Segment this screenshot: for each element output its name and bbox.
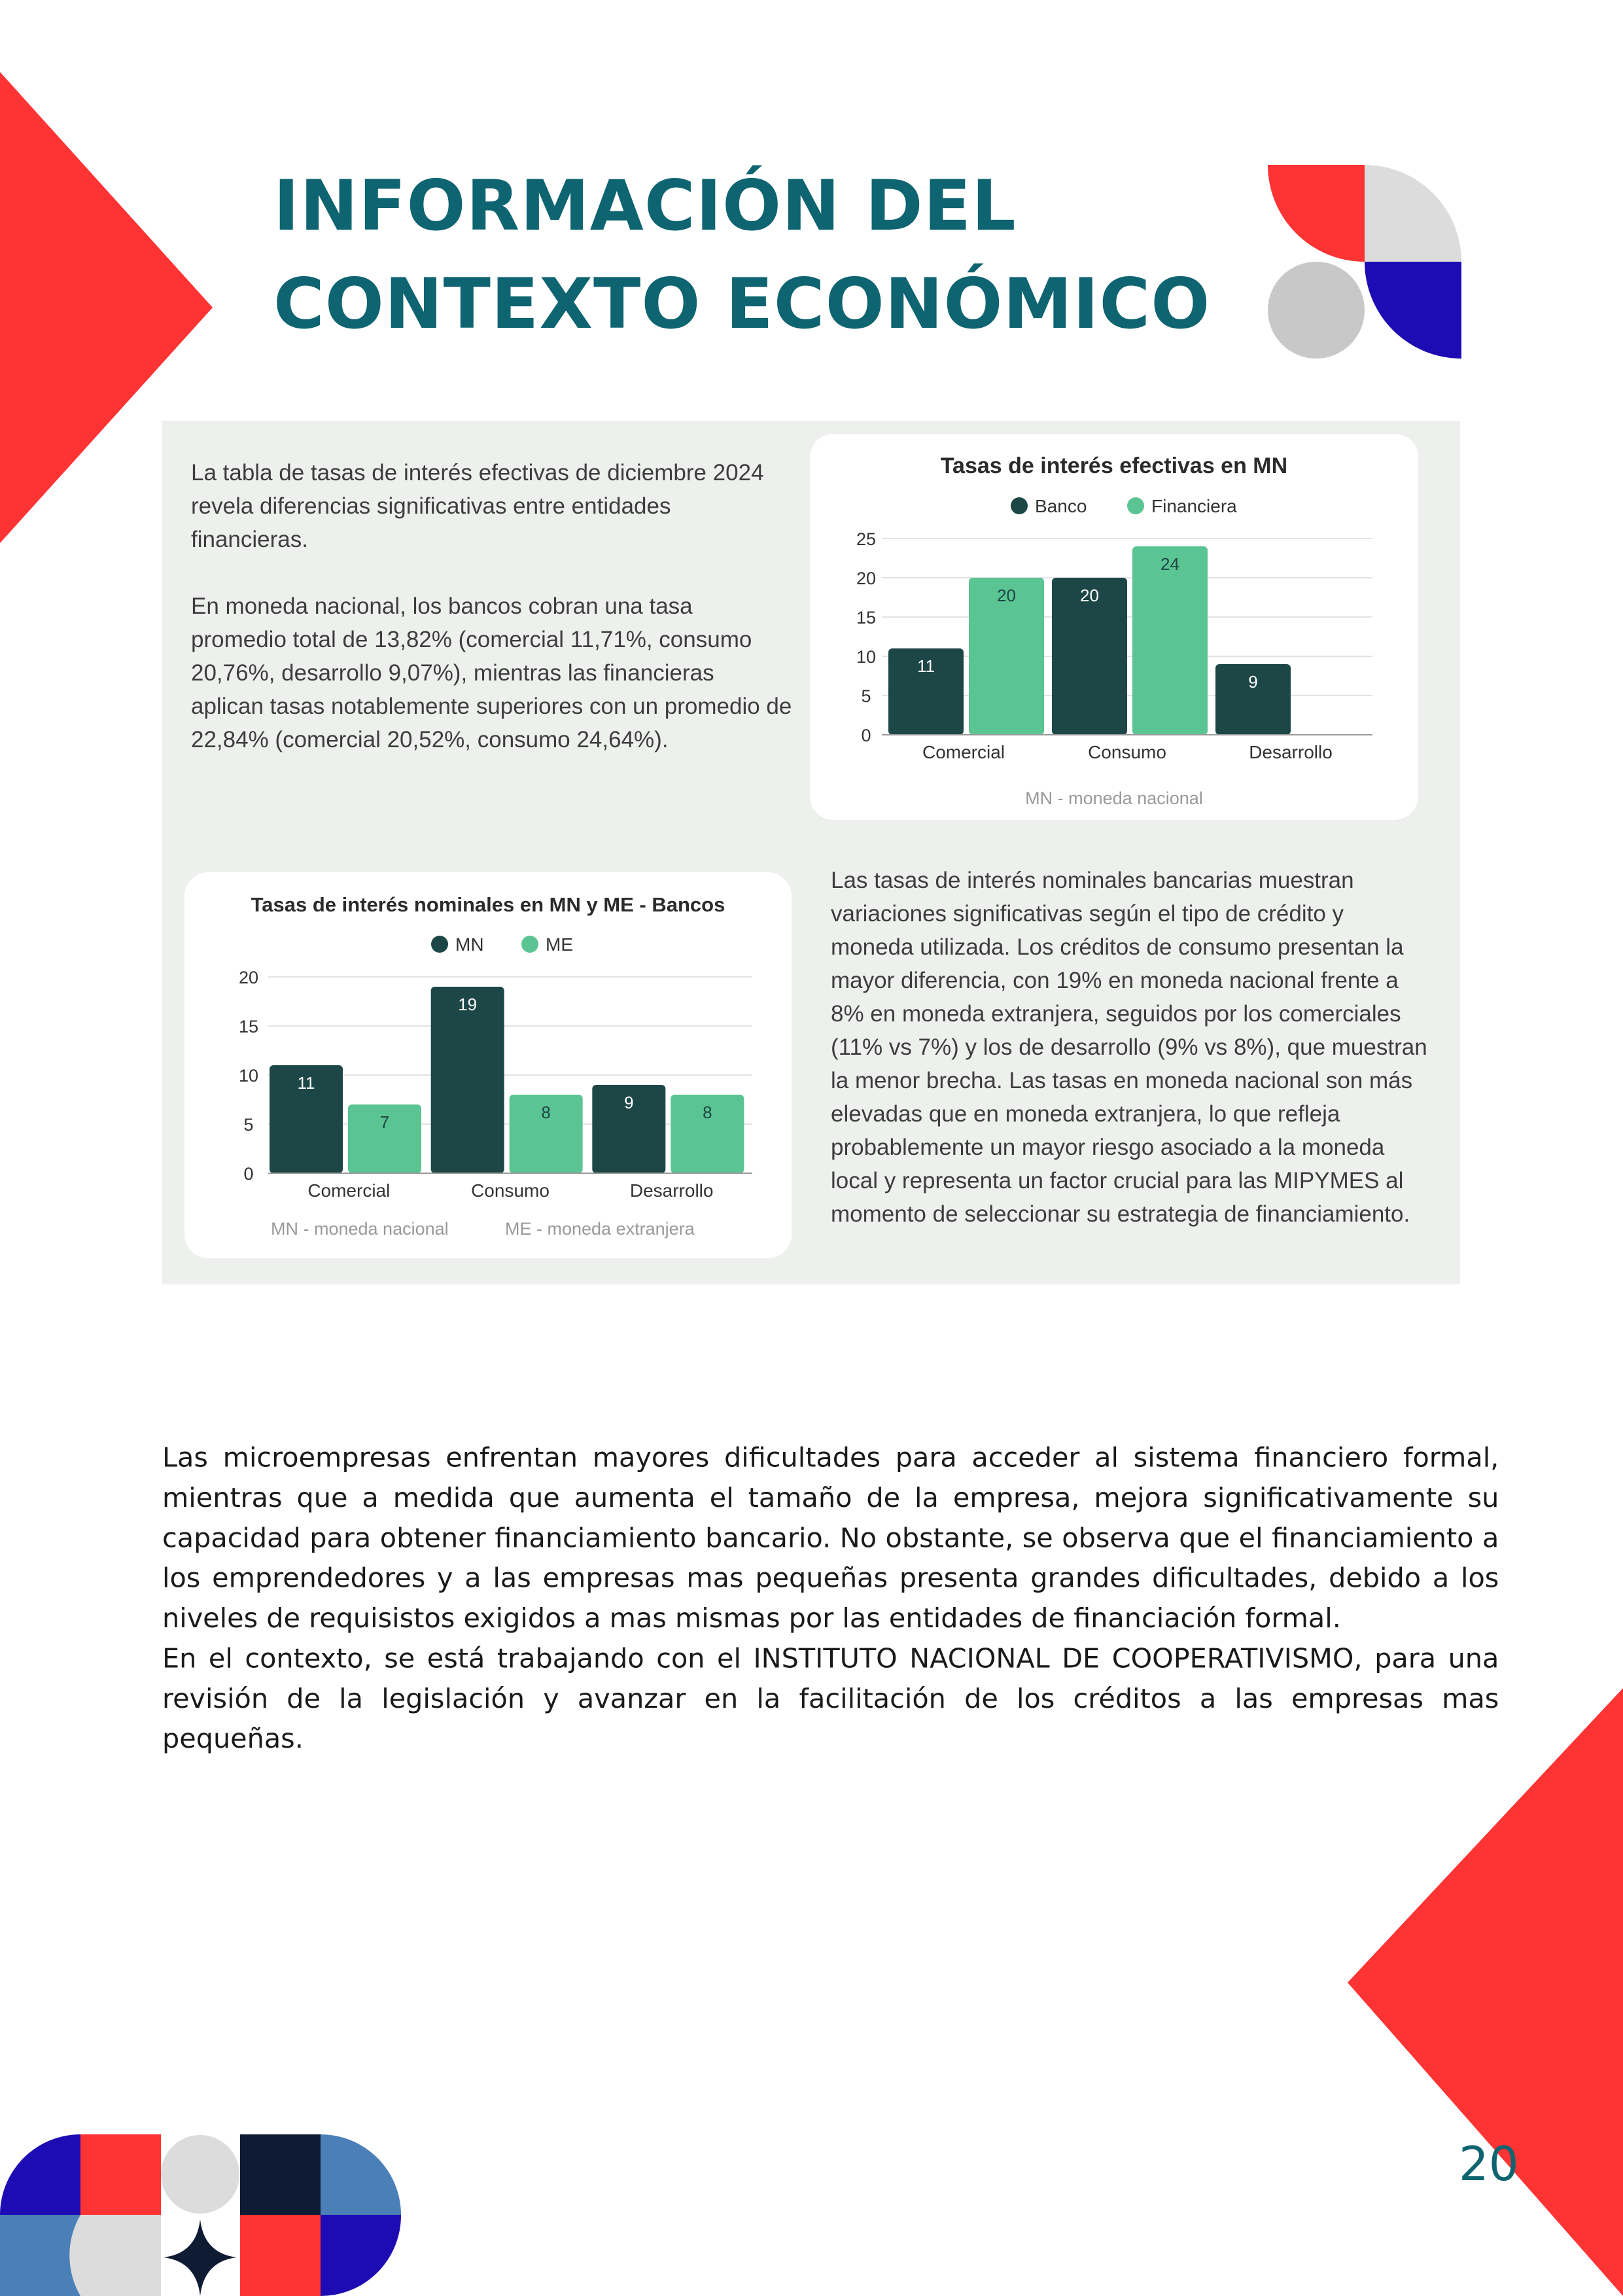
y-tick-label: 15 <box>856 608 877 627</box>
intro-text <box>191 456 793 756</box>
y-tick-label: 0 <box>243 1164 254 1184</box>
y-tick-label: 15 <box>238 1017 259 1036</box>
body-text <box>162 1438 1499 1759</box>
y-tick-label: 20 <box>238 968 259 987</box>
x-tick-label: Consumo <box>1088 742 1166 762</box>
x-tick-label: Comercial <box>922 742 1005 762</box>
chart-footnote-me: ME - moneda extranjera <box>505 1219 695 1239</box>
data-label: 9 <box>1248 672 1258 692</box>
chart-card-nominal-rates <box>184 872 792 1258</box>
data-label: 20 <box>1080 586 1099 605</box>
footer-shapes-decoration <box>0 2134 406 2296</box>
data-label: 8 <box>541 1103 551 1122</box>
y-tick-label: 10 <box>238 1066 259 1086</box>
intro-paragraph-1: La tabla de tasas de interés efectivas de diciembre 2024 revela diferencias significativas entre entidades financieras. <box>191 460 764 552</box>
nominal-rates-text: Las tasas de interés nominales bancarias muestran variaciones significativas según el tipo de crédito y moneda utilizada. Los créditos de consumo presentan la mayor diferencia, con 19% en moneda nacional frente a 8% en moneda extranjera, seguidos por los comerciales (11% vs 7%) y los de desarrollo (9% vs 8%), que muestran la menor brecha. Las tasas en moneda nacional son más elevadas que en moneda extranjera, lo que refleja probablemente un mayor riesgo asociado a la moneda local y representa un factor crucial para las MIPYMES al momento de seleccionar su estrategia de financiamiento. <box>831 868 1427 1227</box>
legend-marker-banco <box>1011 497 1028 514</box>
y-tick-label: 10 <box>856 647 877 667</box>
chart-title: Tasas de interés efectivas en MN <box>940 453 1288 478</box>
chart-title: Tasas de interés nominales en MN y ME - Bancos <box>251 893 725 916</box>
chart-card-effective-rates <box>810 434 1418 820</box>
data-label: 8 <box>703 1103 712 1122</box>
body-paragraph-2: En el contexto, se está trabajando con el INSTITUTO NACIONAL DE COOPERATIVISMO, para una revisión de la legislación y avanzar en la facilitación de los créditos a las empresas mas pequeñas. <box>162 1642 1499 1755</box>
y-tick-label: 5 <box>243 1115 254 1135</box>
data-label: 11 <box>297 1073 315 1093</box>
x-tick-label: Comercial <box>307 1180 391 1201</box>
bar-financiera-consumo <box>1132 546 1208 735</box>
nominal-rates-chart <box>184 872 792 1258</box>
right-red-triangle-decoration <box>1308 1688 1623 2296</box>
y-tick-label: 20 <box>856 569 877 588</box>
intro-paragraph-2: En moneda nacional, los bancos cobran una tasa promedio total de 13,82% (comercial 11,71%, consumo 20,76%, desarrollo 9,07%), mientras las financieras aplican tasas notablemente superiores con un promedio de 22,84% (comercial 20,52%, consumo 24,64%). <box>191 593 792 752</box>
legend-label-banco: Banco <box>1035 496 1087 516</box>
legend-label-financiera: Financiera <box>1151 496 1237 516</box>
data-label: 19 <box>458 995 478 1014</box>
y-tick-label: 25 <box>856 529 877 549</box>
y-tick-label: 5 <box>861 686 871 706</box>
data-label: 9 <box>624 1093 634 1112</box>
effective-rates-chart <box>810 434 1418 820</box>
data-label: 24 <box>1161 554 1179 574</box>
data-label: 11 <box>917 656 935 676</box>
page-title-line-2: CONTEXTO ECONÓMICO <box>273 264 1211 344</box>
chart-footnote-mn: MN - moneda nacional <box>271 1219 449 1239</box>
title-shapes-logo <box>1268 165 1464 361</box>
body-paragraph-1: Las microempresas enfrentan mayores dificultades para acceder al sistema financiero formal, mientras que a medida que aumenta el tamaño de la empresa, mejora significativamente su capacidad para obtener financiamiento bancario. No obstante, se observa que el financiamiento a los emprendedores y a las empresas mas pequeñas presenta grandes dificultades, debido a los niveles de requisistos exigidos a mas mismas por las entidades de financiación formal. <box>162 1441 1499 1634</box>
page-title <box>273 157 1255 353</box>
data-label: 20 <box>997 586 1016 605</box>
legend-marker-mn <box>431 936 448 953</box>
x-tick-label: Desarrollo <box>629 1180 714 1201</box>
legend-marker-financiera <box>1127 497 1144 514</box>
data-label: 7 <box>379 1112 390 1132</box>
x-tick-label: Consumo <box>471 1180 550 1201</box>
page-title-line-1: INFORMACIÓN DEL <box>273 166 1017 246</box>
x-tick-label: Desarrollo <box>1249 742 1333 762</box>
bar-mn-consumo <box>431 987 504 1173</box>
legend-marker-me <box>521 936 538 953</box>
page-number: 20 <box>1459 2136 1519 2191</box>
legend-label-mn: MN <box>455 934 484 955</box>
chart-footnote: MN - moneda nacional <box>1025 788 1203 808</box>
legend-label-me: ME <box>546 934 573 955</box>
y-tick-label: 0 <box>861 726 871 745</box>
